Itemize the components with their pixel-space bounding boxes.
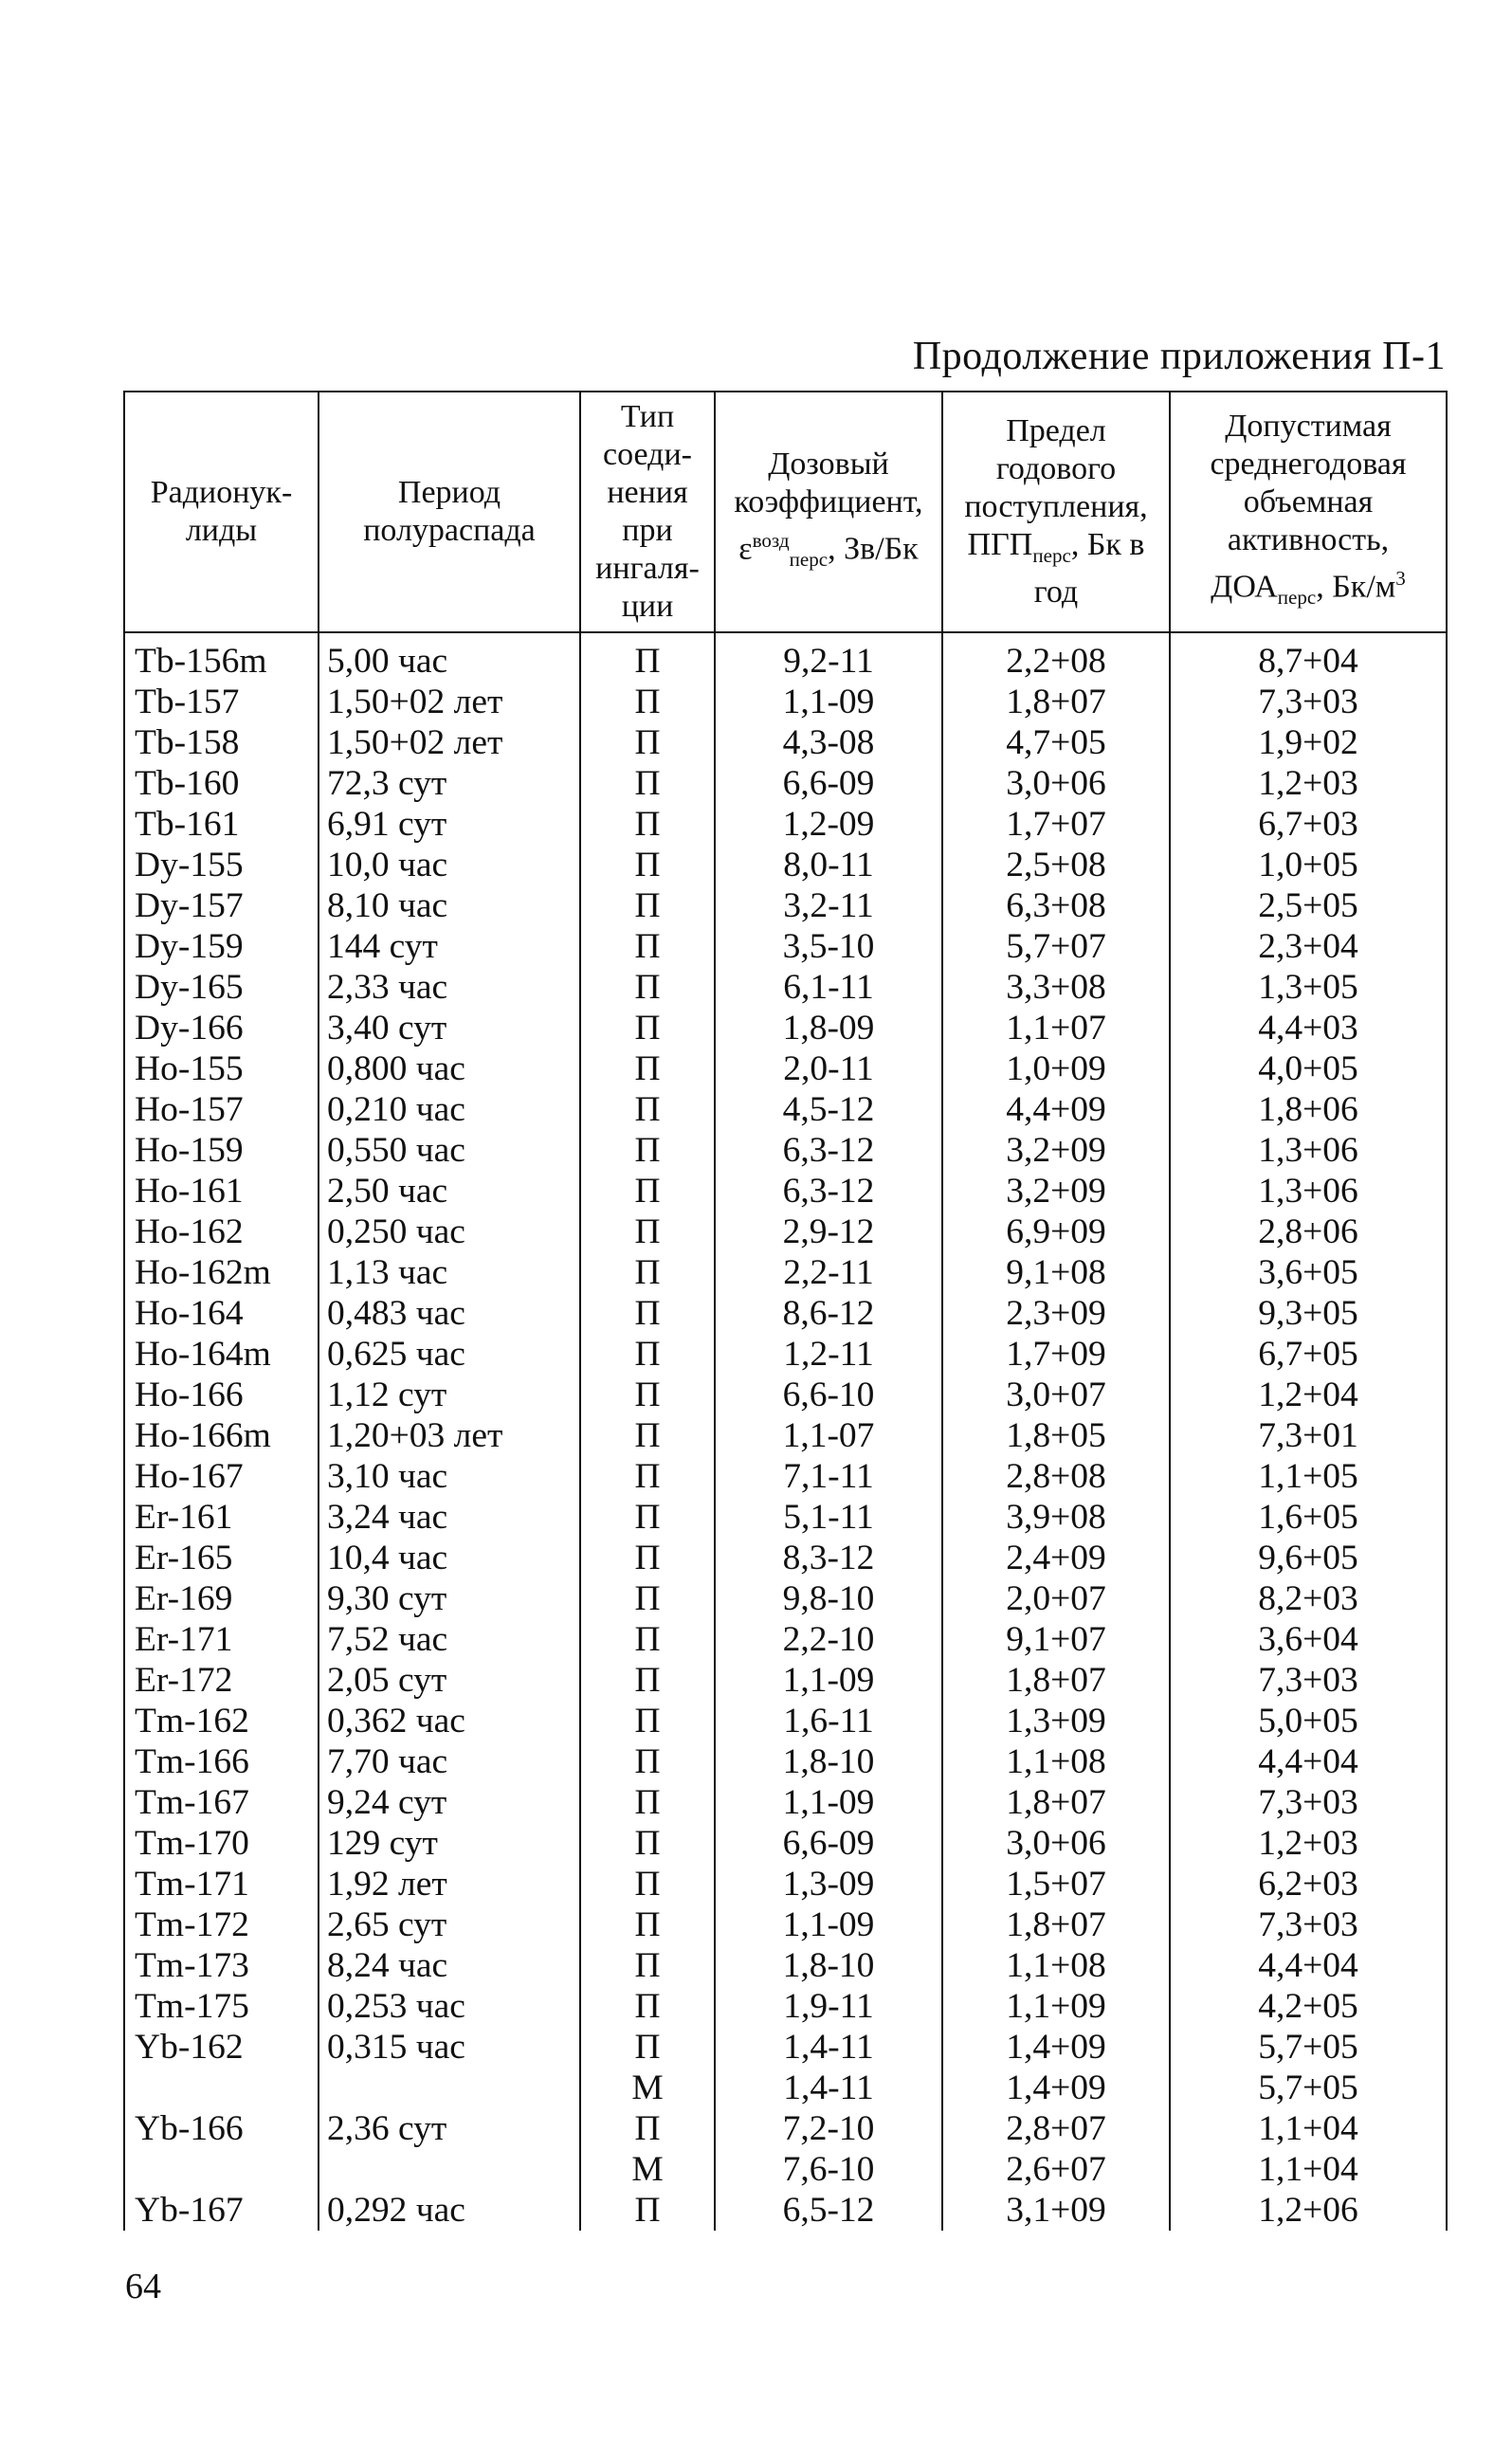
cell-annual-intake: 1,1+09 xyxy=(942,1986,1170,2027)
table-row xyxy=(124,2068,1447,2108)
cell-annual-intake: 1,8+07 xyxy=(942,1660,1170,1701)
cell-annual-intake: 1,7+07 xyxy=(942,804,1170,845)
header-annual-intake-label: Предел годового поступления, xyxy=(964,412,1148,524)
cell-half-life: 2,65 сут xyxy=(319,1904,580,1945)
cell-concentration: 7,3+01 xyxy=(1170,1415,1447,1456)
cell-dose-coefficient: 7,1-11 xyxy=(715,1456,942,1497)
cell-half-life: 6,91 сут xyxy=(319,804,580,845)
cell-nuclide: Tm-175 xyxy=(124,1986,319,2027)
radionuclide-table xyxy=(123,391,1448,2231)
cell-annual-intake: 1,8+05 xyxy=(942,1415,1170,1456)
cell-half-life: 0,292 час xyxy=(319,2190,580,2231)
cell-annual-intake: 2,2+08 xyxy=(942,632,1170,682)
header-dose-coefficient xyxy=(715,392,942,632)
cell-half-life xyxy=(319,2068,580,2108)
table-row xyxy=(124,1986,1447,2027)
cell-concentration: 1,3+05 xyxy=(1170,967,1447,1008)
cell-concentration: 6,2+03 xyxy=(1170,1864,1447,1904)
cell-half-life: 7,70 час xyxy=(319,1741,580,1782)
cell-compound-type: П xyxy=(580,1048,715,1089)
cell-dose-coefficient: 9,8-10 xyxy=(715,1578,942,1619)
cell-compound-type: П xyxy=(580,1782,715,1823)
cell-dose-coefficient: 8,3-12 xyxy=(715,1538,942,1578)
cell-dose-coefficient: 6,6-09 xyxy=(715,1823,942,1864)
header-concentration-symbol: ДОА xyxy=(1211,569,1278,605)
cell-annual-intake: 3,2+09 xyxy=(942,1171,1170,1212)
cell-concentration: 4,4+03 xyxy=(1170,1008,1447,1048)
table-header xyxy=(124,392,1447,632)
continuation-title: Продолжение приложения П-1 xyxy=(912,335,1446,378)
cell-half-life: 1,20+03 лет xyxy=(319,1415,580,1456)
cell-compound-type: М xyxy=(580,2068,715,2108)
cell-compound-type: М xyxy=(580,2149,715,2190)
cell-concentration: 4,4+04 xyxy=(1170,1741,1447,1782)
cell-half-life: 0,625 час xyxy=(319,1334,580,1375)
table-row xyxy=(124,885,1447,926)
cell-dose-coefficient: 1,3-09 xyxy=(715,1864,942,1904)
table-row xyxy=(124,804,1447,845)
cell-nuclide: Ho-162m xyxy=(124,1252,319,1293)
cell-concentration: 1,2+03 xyxy=(1170,763,1447,804)
table-row xyxy=(124,1864,1447,1904)
cell-annual-intake: 9,1+07 xyxy=(942,1619,1170,1660)
table-row xyxy=(124,845,1447,885)
cell-annual-intake: 4,4+09 xyxy=(942,1089,1170,1130)
table-row xyxy=(124,1823,1447,1864)
cell-dose-coefficient: 1,2-09 xyxy=(715,804,942,845)
table-row xyxy=(124,763,1447,804)
cell-nuclide: Tm-162 xyxy=(124,1701,319,1741)
cell-dose-coefficient: 6,1-11 xyxy=(715,967,942,1008)
cell-dose-coefficient: 5,1-11 xyxy=(715,1497,942,1538)
cell-nuclide: Tm-166 xyxy=(124,1741,319,1782)
table-row xyxy=(124,1171,1447,1212)
cell-half-life: 3,24 час xyxy=(319,1497,580,1538)
cell-compound-type: П xyxy=(580,1252,715,1293)
cell-concentration: 4,0+05 xyxy=(1170,1048,1447,1089)
cell-annual-intake: 1,4+09 xyxy=(942,2027,1170,2068)
cell-dose-coefficient: 2,2-10 xyxy=(715,1619,942,1660)
cell-compound-type: П xyxy=(580,682,715,722)
cell-compound-type: П xyxy=(580,1456,715,1497)
cell-nuclide: Tm-173 xyxy=(124,1945,319,1986)
table-row xyxy=(124,1130,1447,1171)
cell-annual-intake: 1,4+09 xyxy=(942,2068,1170,2108)
cell-half-life: 8,10 час xyxy=(319,885,580,926)
cell-compound-type: П xyxy=(580,1945,715,1986)
cell-nuclide: Ho-155 xyxy=(124,1048,319,1089)
cell-concentration: 1,3+06 xyxy=(1170,1171,1447,1212)
cell-nuclide: Ho-162 xyxy=(124,1212,319,1252)
cell-half-life: 0,210 час xyxy=(319,1089,580,1130)
cell-dose-coefficient: 3,2-11 xyxy=(715,885,942,926)
table-row xyxy=(124,1619,1447,1660)
cell-dose-coefficient: 2,2-11 xyxy=(715,1252,942,1293)
cell-nuclide: Ho-164m xyxy=(124,1334,319,1375)
table-row xyxy=(124,2027,1447,2068)
header-annual-intake-symbol: ПГП xyxy=(967,526,1033,562)
table-row xyxy=(124,1415,1447,1456)
cell-half-life: 0,800 час xyxy=(319,1048,580,1089)
cell-annual-intake: 1,1+08 xyxy=(942,1741,1170,1782)
cell-compound-type: П xyxy=(580,1375,715,1415)
header-dose-coefficient-sup: возд xyxy=(752,528,790,552)
cell-compound-type: П xyxy=(580,967,715,1008)
cell-annual-intake: 1,7+09 xyxy=(942,1334,1170,1375)
cell-concentration: 9,6+05 xyxy=(1170,1538,1447,1578)
cell-nuclide: Tm-172 xyxy=(124,1904,319,1945)
table-row xyxy=(124,1904,1447,1945)
table-row xyxy=(124,1456,1447,1497)
cell-concentration: 5,0+05 xyxy=(1170,1701,1447,1741)
cell-annual-intake: 6,3+08 xyxy=(942,885,1170,926)
cell-dose-coefficient: 2,0-11 xyxy=(715,1048,942,1089)
table-row xyxy=(124,2108,1447,2149)
cell-dose-coefficient: 1,1-09 xyxy=(715,1782,942,1823)
cell-annual-intake: 3,0+06 xyxy=(942,763,1170,804)
cell-annual-intake: 3,1+09 xyxy=(942,2190,1170,2231)
cell-nuclide: Er-169 xyxy=(124,1578,319,1619)
cell-concentration: 2,8+06 xyxy=(1170,1212,1447,1252)
cell-compound-type: П xyxy=(580,1538,715,1578)
cell-nuclide: Ho-166 xyxy=(124,1375,319,1415)
cell-compound-type: П xyxy=(580,885,715,926)
table-row xyxy=(124,1212,1447,1252)
cell-concentration: 4,4+04 xyxy=(1170,1945,1447,1986)
cell-annual-intake: 2,0+07 xyxy=(942,1578,1170,1619)
cell-compound-type: П xyxy=(580,722,715,763)
cell-compound-type: П xyxy=(580,2027,715,2068)
cell-dose-coefficient: 4,5-12 xyxy=(715,1089,942,1130)
cell-nuclide: Ho-159 xyxy=(124,1130,319,1171)
cell-compound-type: П xyxy=(580,1701,715,1741)
cell-annual-intake: 1,8+07 xyxy=(942,1904,1170,1945)
cell-annual-intake: 3,9+08 xyxy=(942,1497,1170,1538)
cell-half-life: 1,92 лет xyxy=(319,1864,580,1904)
cell-concentration: 4,2+05 xyxy=(1170,1986,1447,2027)
cell-compound-type: П xyxy=(580,1293,715,1334)
cell-half-life: 144 сут xyxy=(319,926,580,967)
cell-compound-type: П xyxy=(580,1823,715,1864)
header-annual-intake xyxy=(942,392,1170,632)
table-row xyxy=(124,967,1447,1008)
cell-nuclide: Yb-162 xyxy=(124,2027,319,2068)
cell-half-life: 0,362 час xyxy=(319,1701,580,1741)
table-row xyxy=(124,2149,1447,2190)
cell-nuclide: Dy-166 xyxy=(124,1008,319,1048)
cell-nuclide: Tb-156m xyxy=(124,632,319,682)
cell-nuclide: Er-165 xyxy=(124,1538,319,1578)
cell-annual-intake: 2,8+08 xyxy=(942,1456,1170,1497)
cell-concentration: 1,2+06 xyxy=(1170,2190,1447,2231)
cell-nuclide: Dy-155 xyxy=(124,845,319,885)
cell-compound-type: П xyxy=(580,1578,715,1619)
cell-concentration: 9,3+05 xyxy=(1170,1293,1447,1334)
cell-annual-intake: 1,5+07 xyxy=(942,1864,1170,1904)
cell-concentration: 5,7+05 xyxy=(1170,2068,1447,2108)
header-annual-intake-unit: , Бк в год xyxy=(1033,526,1145,610)
cell-nuclide: Tb-161 xyxy=(124,804,319,845)
cell-nuclide: Tb-157 xyxy=(124,682,319,722)
cell-nuclide: Yb-166 xyxy=(124,2108,319,2149)
cell-concentration: 5,7+05 xyxy=(1170,2027,1447,2068)
cell-half-life: 10,0 час xyxy=(319,845,580,885)
cell-concentration: 1,2+04 xyxy=(1170,1375,1447,1415)
cell-half-life: 72,3 сут xyxy=(319,763,580,804)
table-row xyxy=(124,1089,1447,1130)
cell-nuclide: Ho-167 xyxy=(124,1456,319,1497)
table-row xyxy=(124,632,1447,682)
cell-nuclide: Tm-171 xyxy=(124,1864,319,1904)
cell-half-life: 0,550 час xyxy=(319,1130,580,1171)
cell-concentration: 7,3+03 xyxy=(1170,1660,1447,1701)
table-row xyxy=(124,2190,1447,2231)
cell-dose-coefficient: 1,1-09 xyxy=(715,682,942,722)
table-row xyxy=(124,1008,1447,1048)
header-annual-intake-sub: перс xyxy=(1032,543,1071,567)
table-row xyxy=(124,682,1447,722)
cell-compound-type: П xyxy=(580,926,715,967)
cell-nuclide: Tm-170 xyxy=(124,1823,319,1864)
cell-dose-coefficient: 1,4-11 xyxy=(715,2068,942,2108)
cell-dose-coefficient: 6,6-10 xyxy=(715,1375,942,1415)
cell-concentration: 3,6+04 xyxy=(1170,1619,1447,1660)
cell-dose-coefficient: 1,1-07 xyxy=(715,1415,942,1456)
header-dose-coefficient-unit: , Зв/Бк xyxy=(828,531,919,567)
cell-compound-type: П xyxy=(580,1660,715,1701)
cell-concentration: 7,3+03 xyxy=(1170,1782,1447,1823)
cell-half-life: 0,315 час xyxy=(319,2027,580,2068)
cell-compound-type: П xyxy=(580,1212,715,1252)
cell-concentration: 1,3+06 xyxy=(1170,1130,1447,1171)
cell-concentration: 8,2+03 xyxy=(1170,1578,1447,1619)
cell-annual-intake: 2,3+09 xyxy=(942,1293,1170,1334)
cell-half-life: 1,50+02 лет xyxy=(319,722,580,763)
header-concentration-unit: , Бк/м xyxy=(1316,569,1396,605)
cell-compound-type: П xyxy=(580,1008,715,1048)
table-row xyxy=(124,1293,1447,1334)
cell-half-life: 9,30 сут xyxy=(319,1578,580,1619)
cell-concentration: 1,8+06 xyxy=(1170,1089,1447,1130)
table-row xyxy=(124,722,1447,763)
cell-annual-intake: 1,8+07 xyxy=(942,1782,1170,1823)
cell-compound-type: П xyxy=(580,1986,715,2027)
cell-dose-coefficient: 1,1-09 xyxy=(715,1660,942,1701)
cell-nuclide xyxy=(124,2068,319,2108)
table-body xyxy=(124,632,1447,2231)
cell-dose-coefficient: 7,6-10 xyxy=(715,2149,942,2190)
cell-concentration: 7,3+03 xyxy=(1170,1904,1447,1945)
cell-annual-intake: 5,7+07 xyxy=(942,926,1170,967)
header-concentration xyxy=(1170,392,1447,632)
cell-dose-coefficient: 1,1-09 xyxy=(715,1904,942,1945)
cell-dose-coefficient: 1,6-11 xyxy=(715,1701,942,1741)
header-concentration-sup: 3 xyxy=(1395,566,1406,590)
cell-annual-intake: 3,2+09 xyxy=(942,1130,1170,1171)
cell-concentration: 3,6+05 xyxy=(1170,1252,1447,1293)
cell-half-life: 0,483 час xyxy=(319,1293,580,1334)
cell-half-life: 1,12 сут xyxy=(319,1375,580,1415)
cell-half-life: 2,36 сут xyxy=(319,2108,580,2149)
cell-annual-intake: 2,4+09 xyxy=(942,1538,1170,1578)
cell-compound-type: П xyxy=(580,2108,715,2149)
cell-half-life: 129 сут xyxy=(319,1823,580,1864)
cell-annual-intake: 1,1+08 xyxy=(942,1945,1170,1986)
cell-concentration: 6,7+05 xyxy=(1170,1334,1447,1375)
cell-compound-type: П xyxy=(580,2190,715,2231)
cell-nuclide: Dy-159 xyxy=(124,926,319,967)
cell-annual-intake: 1,0+09 xyxy=(942,1048,1170,1089)
cell-annual-intake: 2,8+07 xyxy=(942,2108,1170,2149)
cell-half-life: 2,33 час xyxy=(319,967,580,1008)
cell-dose-coefficient: 1,4-11 xyxy=(715,2027,942,2068)
cell-compound-type: П xyxy=(580,632,715,682)
cell-dose-coefficient: 1,8-09 xyxy=(715,1008,942,1048)
cell-annual-intake: 3,3+08 xyxy=(942,967,1170,1008)
cell-nuclide: Tb-160 xyxy=(124,763,319,804)
cell-dose-coefficient: 4,3-08 xyxy=(715,722,942,763)
cell-half-life: 7,52 час xyxy=(319,1619,580,1660)
cell-annual-intake: 2,5+08 xyxy=(942,845,1170,885)
cell-annual-intake: 6,9+09 xyxy=(942,1212,1170,1252)
cell-nuclide: Dy-157 xyxy=(124,885,319,926)
cell-concentration: 1,1+04 xyxy=(1170,2108,1447,2149)
cell-concentration: 1,6+05 xyxy=(1170,1497,1447,1538)
cell-half-life: 10,4 час xyxy=(319,1538,580,1578)
cell-annual-intake: 4,7+05 xyxy=(942,722,1170,763)
header-compound-type: Тип соеди-нения при ингаля-ции xyxy=(580,392,715,632)
header-dose-coefficient-sub: перс xyxy=(789,548,829,572)
table-row xyxy=(124,1782,1447,1823)
table-row xyxy=(124,1334,1447,1375)
cell-nuclide: Ho-157 xyxy=(124,1089,319,1130)
cell-concentration: 1,9+02 xyxy=(1170,722,1447,763)
cell-dose-coefficient: 6,3-12 xyxy=(715,1171,942,1212)
cell-concentration: 1,2+03 xyxy=(1170,1823,1447,1864)
cell-annual-intake: 9,1+08 xyxy=(942,1252,1170,1293)
cell-dose-coefficient: 6,3-12 xyxy=(715,1130,942,1171)
cell-nuclide: Ho-166m xyxy=(124,1415,319,1456)
table-row xyxy=(124,1538,1447,1578)
cell-dose-coefficient: 8,6-12 xyxy=(715,1293,942,1334)
cell-concentration: 1,0+05 xyxy=(1170,845,1447,885)
cell-annual-intake: 3,0+07 xyxy=(942,1375,1170,1415)
cell-nuclide: Er-171 xyxy=(124,1619,319,1660)
cell-half-life: 1,50+02 лет xyxy=(319,682,580,722)
cell-annual-intake: 1,3+09 xyxy=(942,1701,1170,1741)
header-dose-coefficient-symbol: ε xyxy=(738,531,753,567)
table-row xyxy=(124,1701,1447,1741)
cell-nuclide: Tm-167 xyxy=(124,1782,319,1823)
cell-half-life: 2,05 сут xyxy=(319,1660,580,1701)
table-row xyxy=(124,1741,1447,1782)
cell-compound-type: П xyxy=(580,1334,715,1375)
cell-annual-intake: 3,0+06 xyxy=(942,1823,1170,1864)
cell-half-life: 3,10 час xyxy=(319,1456,580,1497)
cell-compound-type: П xyxy=(580,1130,715,1171)
table-row xyxy=(124,1497,1447,1538)
cell-concentration: 6,7+03 xyxy=(1170,804,1447,845)
cell-dose-coefficient: 9,2-11 xyxy=(715,632,942,682)
table-row xyxy=(124,1660,1447,1701)
cell-compound-type: П xyxy=(580,1415,715,1456)
cell-dose-coefficient: 1,9-11 xyxy=(715,1986,942,2027)
cell-concentration: 7,3+03 xyxy=(1170,682,1447,722)
header-nuclide: Радионук-лиды xyxy=(124,392,319,632)
cell-concentration: 8,7+04 xyxy=(1170,632,1447,682)
cell-dose-coefficient: 1,8-10 xyxy=(715,1945,942,1986)
cell-annual-intake: 2,6+07 xyxy=(942,2149,1170,2190)
cell-compound-type: П xyxy=(580,1741,715,1782)
cell-compound-type: П xyxy=(580,1171,715,1212)
cell-dose-coefficient: 3,5-10 xyxy=(715,926,942,967)
cell-concentration: 2,5+05 xyxy=(1170,885,1447,926)
header-half-life: Период полураспада xyxy=(319,392,580,632)
cell-dose-coefficient: 2,9-12 xyxy=(715,1212,942,1252)
cell-half-life: 3,40 сут xyxy=(319,1008,580,1048)
header-dose-coefficient-label: Дозовый коэффициент, xyxy=(734,446,923,519)
cell-nuclide: Ho-161 xyxy=(124,1171,319,1212)
cell-half-life: 1,13 час xyxy=(319,1252,580,1293)
cell-nuclide xyxy=(124,2149,319,2190)
cell-compound-type: П xyxy=(580,763,715,804)
cell-annual-intake: 1,8+07 xyxy=(942,682,1170,722)
cell-dose-coefficient: 7,2-10 xyxy=(715,2108,942,2149)
cell-compound-type: П xyxy=(580,1904,715,1945)
cell-concentration: 2,3+04 xyxy=(1170,926,1447,967)
table-row xyxy=(124,1945,1447,1986)
cell-annual-intake: 1,1+07 xyxy=(942,1008,1170,1048)
cell-nuclide: Ho-164 xyxy=(124,1293,319,1334)
cell-half-life: 9,24 сут xyxy=(319,1782,580,1823)
cell-half-life: 5,00 час xyxy=(319,632,580,682)
cell-dose-coefficient: 1,8-10 xyxy=(715,1741,942,1782)
cell-nuclide: Tb-158 xyxy=(124,722,319,763)
cell-concentration: 1,1+04 xyxy=(1170,2149,1447,2190)
cell-nuclide: Er-172 xyxy=(124,1660,319,1701)
cell-nuclide: Yb-167 xyxy=(124,2190,319,2231)
cell-half-life: 0,250 час xyxy=(319,1212,580,1252)
table-row xyxy=(124,926,1447,967)
page-number: 64 xyxy=(125,2267,161,2306)
table-row xyxy=(124,1578,1447,1619)
cell-concentration: 1,1+05 xyxy=(1170,1456,1447,1497)
cell-compound-type: П xyxy=(580,1619,715,1660)
cell-dose-coefficient: 6,6-09 xyxy=(715,763,942,804)
cell-dose-coefficient: 1,2-11 xyxy=(715,1334,942,1375)
cell-compound-type: П xyxy=(580,1089,715,1130)
table-row xyxy=(124,1252,1447,1293)
cell-dose-coefficient: 8,0-11 xyxy=(715,845,942,885)
cell-nuclide: Er-161 xyxy=(124,1497,319,1538)
cell-half-life: 0,253 час xyxy=(319,1986,580,2027)
cell-half-life xyxy=(319,2149,580,2190)
cell-compound-type: П xyxy=(580,1864,715,1904)
cell-half-life: 2,50 час xyxy=(319,1171,580,1212)
table-row xyxy=(124,1375,1447,1415)
cell-nuclide: Dy-165 xyxy=(124,967,319,1008)
header-concentration-sub: перс xyxy=(1277,586,1317,610)
cell-compound-type: П xyxy=(580,804,715,845)
cell-compound-type: П xyxy=(580,1497,715,1538)
table-row xyxy=(124,1048,1447,1089)
cell-half-life: 8,24 час xyxy=(319,1945,580,1986)
cell-compound-type: П xyxy=(580,845,715,885)
header-concentration-label: Допустимая среднегодовая объемная активность, xyxy=(1210,408,1407,557)
cell-dose-coefficient: 6,5-12 xyxy=(715,2190,942,2231)
